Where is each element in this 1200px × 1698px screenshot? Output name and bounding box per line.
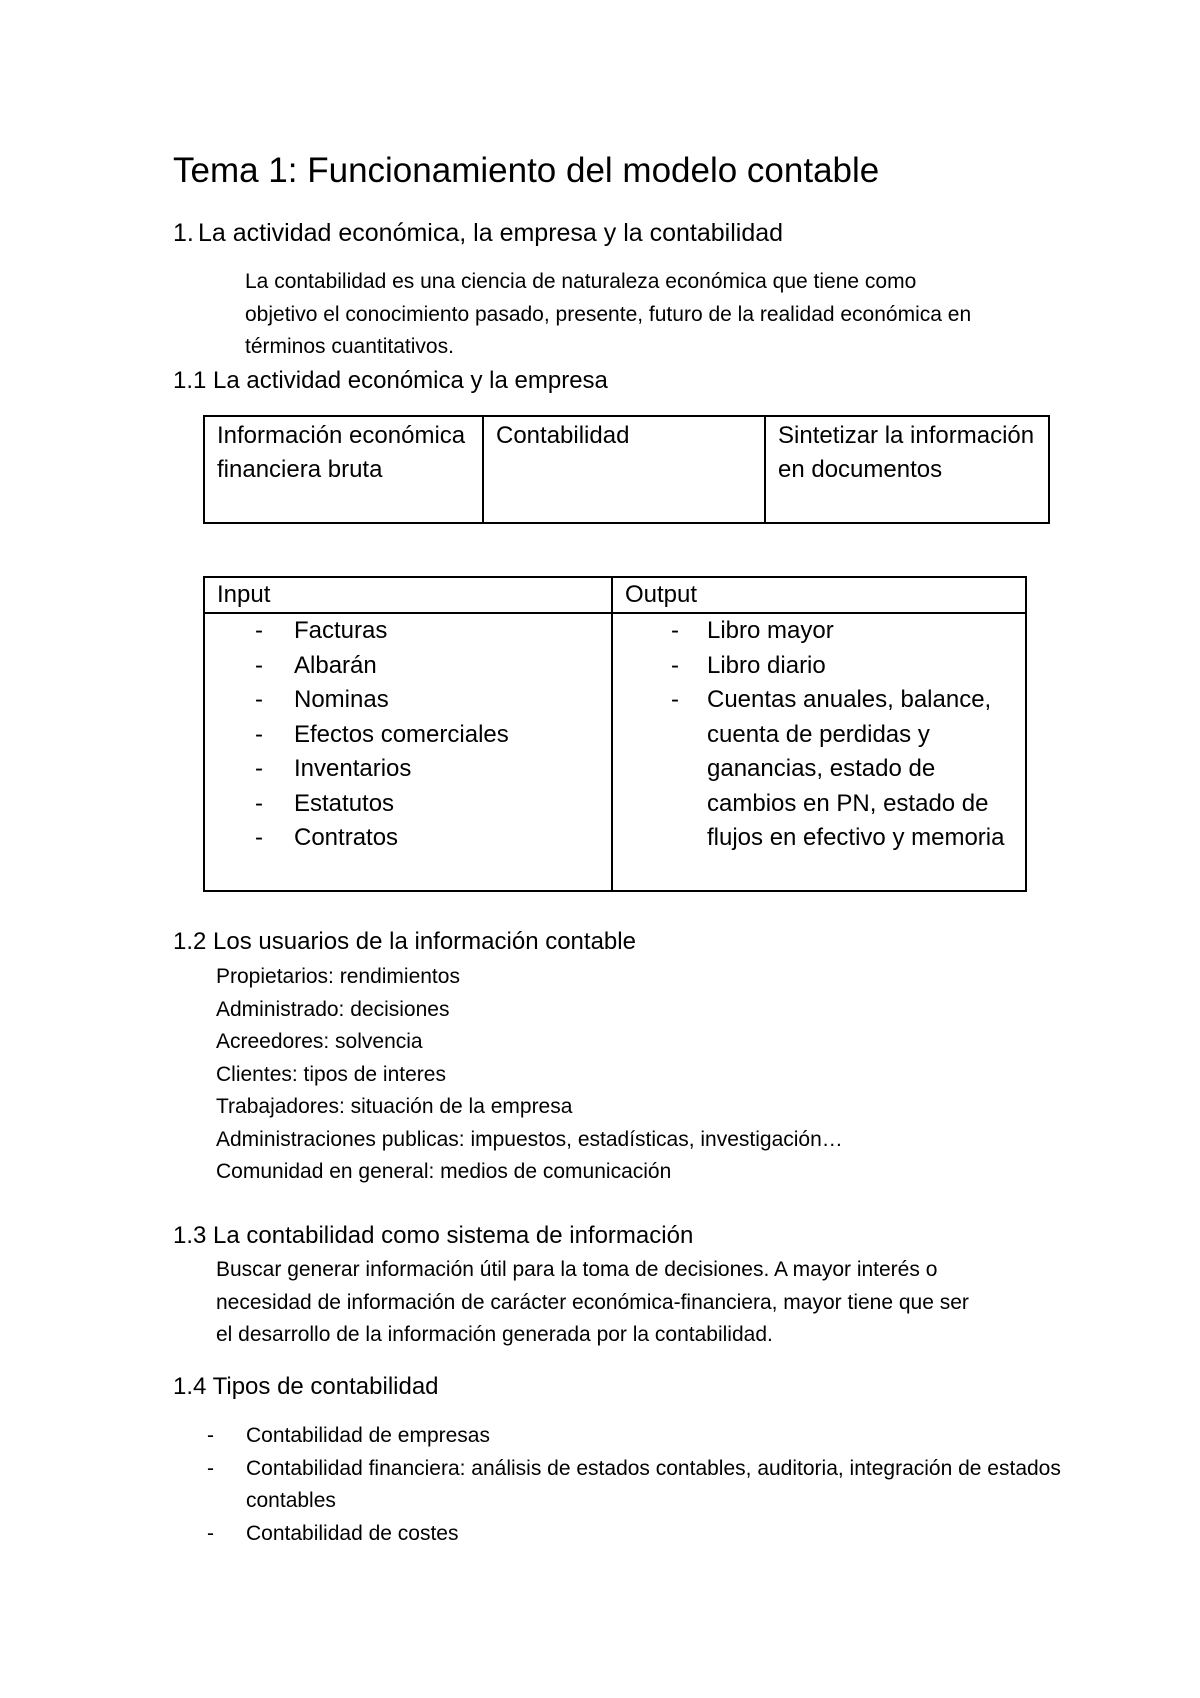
list-item: Comunidad en general: medios de comunicación xyxy=(216,1160,672,1183)
list-item: Acreedores: solvencia xyxy=(216,1030,423,1053)
list-item: - Estatutos xyxy=(217,787,599,822)
section-1-3-paragraph xyxy=(216,1254,969,1352)
list-item: - Contabilidad de costes xyxy=(207,1518,1087,1551)
page-title: Tema 1: Funcionamiento del modelo contable xyxy=(173,151,880,190)
section-1-2-heading: 1.2 Los usuarios de la información contable xyxy=(173,928,636,955)
flow-cell-input: Información económica financiera bruta xyxy=(204,416,483,523)
section-1-4-heading: 1.4 Tipos de contabilidad xyxy=(173,1373,439,1400)
section-1-3-heading: 1.3 La contabilidad como sistema de información xyxy=(173,1222,694,1249)
list-item: - Libro diario xyxy=(625,649,1013,684)
output-cell xyxy=(612,613,1026,891)
paragraph-line: La contabilidad es una ciencia de naturaleza económica que tiene como xyxy=(245,270,917,293)
list-item: - Nominas xyxy=(217,683,599,718)
table-header-row xyxy=(204,577,1026,613)
flow-cell-output: Sintetizar la información en documentos xyxy=(765,416,1049,523)
list-item: - Contabilidad de empresas xyxy=(207,1420,1087,1453)
table-row xyxy=(204,613,1026,891)
list-item: Trabajadores: situación de la empresa xyxy=(216,1095,573,1118)
accounting-types-list xyxy=(207,1420,1087,1550)
list-item: Administrado: decisiones xyxy=(216,997,450,1021)
flow-table xyxy=(203,415,1050,524)
section-1-paragraph xyxy=(245,266,971,364)
list-item: - Inventarios xyxy=(217,752,599,787)
section-1-number: 1. xyxy=(173,219,194,247)
table-row xyxy=(204,416,1049,523)
paragraph-line: necesidad de información de carácter económica-financiera, mayor tiene que ser xyxy=(216,1290,969,1314)
list-item: - Contabilidad financiera: análisis de estados contables, auditoria, integración de estados contables xyxy=(207,1453,1087,1518)
flow-cell-process: Contabilidad xyxy=(483,416,765,523)
input-header: Input xyxy=(204,577,612,613)
section-1-heading-text: La actividad económica, la empresa y la contabilidad xyxy=(198,219,784,247)
list-item: - Cuentas anuales, balance, cuenta de perdidas y ganancias, estado de cambios en PN, estado de flujos en efectivo y memoria xyxy=(625,683,1013,856)
paragraph-line: el desarrollo de la información generada por la contabilidad. xyxy=(216,1323,773,1346)
input-list xyxy=(217,614,599,856)
output-header: Output xyxy=(612,577,1026,613)
list-item: - Facturas xyxy=(217,614,599,649)
paragraph-line: objetivo el conocimiento pasado, presente, futuro de la realidad económica en xyxy=(245,302,972,326)
list-item: - Albarán xyxy=(217,649,599,684)
list-item: Propietarios: rendimientos xyxy=(216,965,460,988)
section-1-heading xyxy=(173,218,783,248)
list-item: Administraciones publicas: impuestos, estadísticas, investigación… xyxy=(216,1127,843,1151)
input-cell xyxy=(204,613,612,891)
list-item: - Contratos xyxy=(217,821,599,856)
input-output-table xyxy=(203,576,1027,892)
list-item: - Efectos comerciales xyxy=(217,718,599,753)
list-item: Clientes: tipos de interes xyxy=(216,1062,446,1086)
users-list xyxy=(216,961,843,1189)
section-1-1-heading: 1.1 La actividad económica y la empresa xyxy=(173,367,608,394)
output-list xyxy=(625,614,1013,856)
paragraph-line: Buscar generar información útil para la toma de decisiones. A mayor interés o xyxy=(216,1258,938,1281)
paragraph-line: términos cuantitativos. xyxy=(245,335,454,358)
list-item: - Libro mayor xyxy=(625,614,1013,649)
